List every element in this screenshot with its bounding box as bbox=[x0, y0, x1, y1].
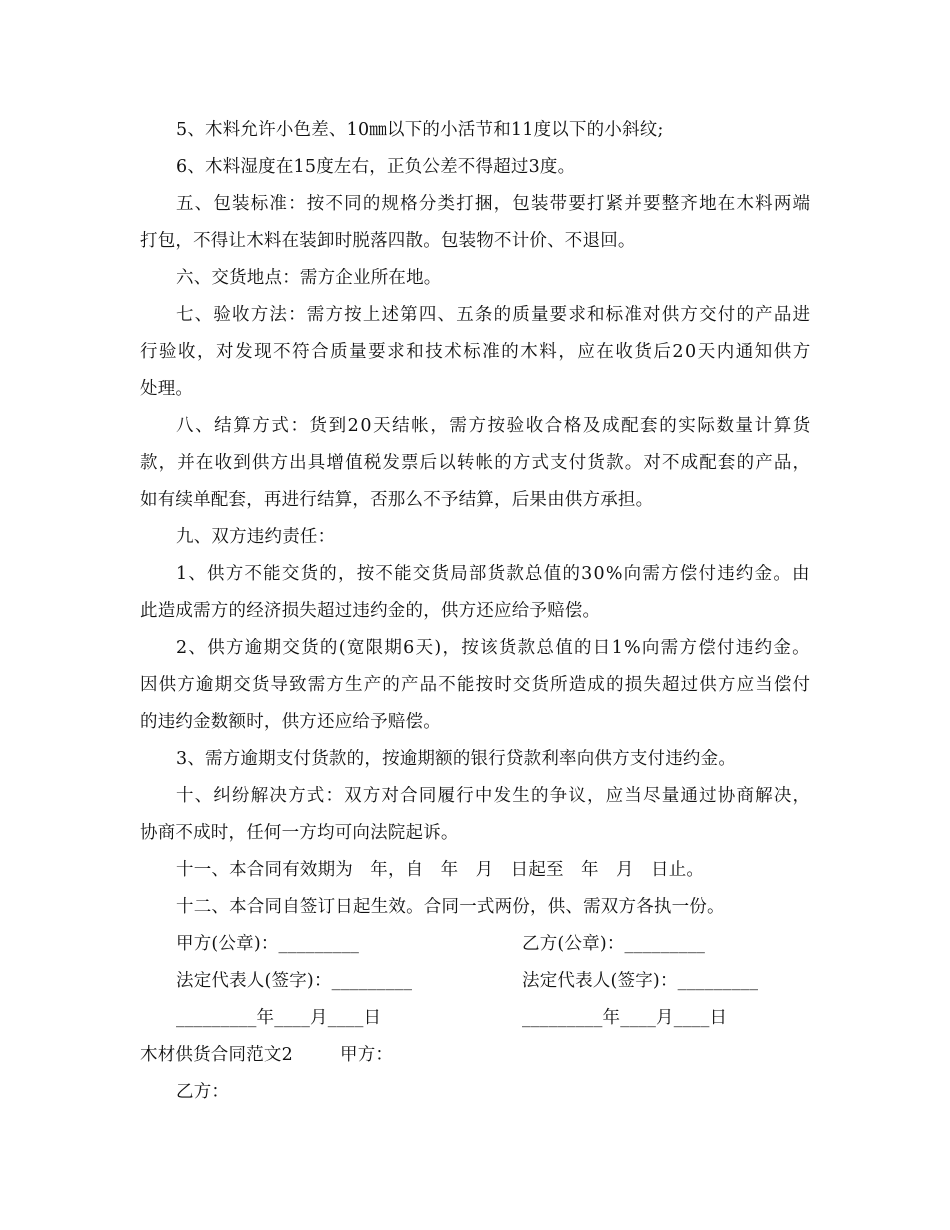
next-section-title: 木材供货合同范文2 bbox=[140, 1045, 293, 1065]
clause-text: 九、双方违约责任： bbox=[176, 527, 336, 547]
party-a-date: _________年____月____日 bbox=[176, 1008, 382, 1028]
clause-text: 6、木料湿度在15度左右，正负公差不得超过3度。 bbox=[176, 157, 576, 177]
clause-text: 十、纠纷解决方式：双方对合同履行中发生的争议，应当尽量通过协商解决， bbox=[176, 786, 812, 806]
clause-text: 5、木料允许小色差、10㎜以下的小活节和11度以下的小斜纹; bbox=[176, 120, 664, 140]
party-a-representative: 法定代表人(签字)：_________ bbox=[176, 971, 413, 991]
clause-text: 行验收，对发现不符合质量要求和技术标准的木料，应在收货后20天内通知供方 bbox=[140, 342, 812, 362]
clause-text: 因供方逾期交货导致需方生产的产品不能按时交货所造成的损失超过供方应当偿付 bbox=[140, 675, 812, 695]
clause-text: 2、供方逾期交货的(宽限期6天)，按该货款总值的日1%向需方偿付违约金。 bbox=[176, 638, 811, 658]
next-section-party-b: 乙方： bbox=[176, 1082, 230, 1102]
clause-text: 打包，不得让木料在装卸时脱落四散。包装物不计价、不退回。 bbox=[140, 231, 636, 251]
party-b-representative: 法定代表人(签字)：_________ bbox=[522, 971, 759, 991]
next-section-party-a: 甲方： bbox=[340, 1045, 394, 1065]
clause-text: 此造成需方的经济损失超过违约金的，供方还应给予赔偿。 bbox=[140, 601, 601, 621]
clause-text: 如有续单配套，再进行结算，否那么不予结算，后果由供方承担。 bbox=[140, 490, 654, 510]
clause-text: 五、包装标准：按不同的规格分类打捆，包装带要打紧并要整齐地在木料两端 bbox=[176, 194, 812, 214]
party-b-seal: 乙方(公章)：_________ bbox=[522, 934, 706, 954]
clause-text: 七、验收方法：需方按上述第四、五条的质量要求和标准对供方交付的产品进 bbox=[176, 305, 812, 325]
clause-text: 八、结算方式：货到20天结帐，需方按验收合格及成配套的实际数量计算货 bbox=[176, 416, 812, 436]
party-a-seal: 甲方(公章)：_________ bbox=[176, 934, 360, 954]
clause-text: 处理。 bbox=[140, 379, 194, 399]
clause-text: 的违约金数额时，供方还应给予赔偿。 bbox=[140, 712, 441, 732]
clause-text: 十二、本合同自签订日起生效。合同一式两份，供、需双方各执一份。 bbox=[176, 897, 725, 917]
party-b-date: _________年____月____日 bbox=[522, 1008, 728, 1028]
clause-text: 协商不成时，任何一方均可向法院起诉。 bbox=[140, 823, 459, 843]
clause-text: 十一、本合同有效期为 年，自 年 月 日起至 年 月 日止。 bbox=[176, 860, 705, 880]
clause-text: 3、需方逾期支付货款的，按逾期额的银行贷款利率向供方支付违约金。 bbox=[176, 749, 737, 769]
clause-text: 款，并在收到供方出具增值税发票后以转帐的方式支付货款。对不成配套的产品， bbox=[140, 453, 812, 473]
clause-text: 六、交货地点：需方企业所在地。 bbox=[176, 268, 442, 288]
clause-text: 1、供方不能交货的，按不能交货局部货款总值的30%向需方偿付违约金。由 bbox=[176, 564, 811, 584]
